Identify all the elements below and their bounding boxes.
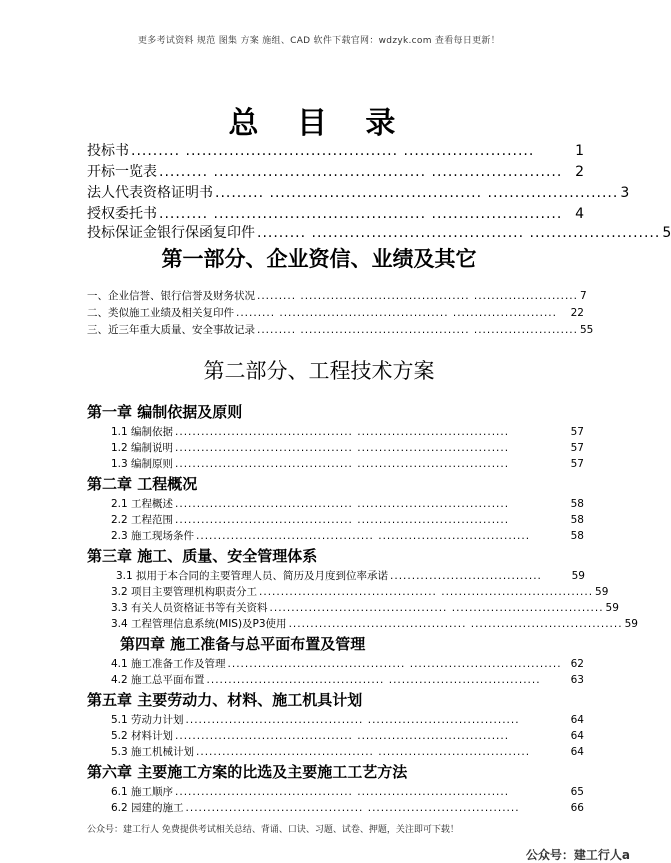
header-banner: 更多考试资料 规范 图集 方案 施组、CAD 软件下载官网：wdzyk.com 查看每日更新！ bbox=[137, 36, 501, 46]
toc-entry-label: 开标一览表 bbox=[87, 164, 157, 180]
toc-entry-label: 2.1 工程概述 bbox=[111, 498, 174, 510]
toc-entry[interactable] bbox=[111, 528, 584, 543]
toc-entry-label: 3.2 项目主要管理机构职责分工 bbox=[111, 586, 258, 598]
toc-entry-label: 一、企业信誉、银行信誉及财务状况 bbox=[87, 290, 255, 302]
toc-entry[interactable] bbox=[111, 656, 584, 671]
part2-title: 第二部分、工程技术方案 bbox=[203, 359, 435, 383]
chapter-title[interactable]: 第一章 编制依据及原则 bbox=[87, 403, 243, 421]
toc-leader: ......... ....................................... ........................ bbox=[257, 324, 578, 336]
toc-entry-page: 58 bbox=[570, 498, 584, 510]
toc-leader: ......................................... ................................... bbox=[175, 730, 510, 742]
toc-entry-label: 6.1 施工顺序 bbox=[111, 786, 174, 798]
toc-entry[interactable] bbox=[111, 744, 584, 759]
toc-entry[interactable] bbox=[87, 305, 584, 320]
toc-entry-page: 59 bbox=[605, 602, 619, 614]
toc-entry-page: 59 bbox=[624, 618, 638, 630]
toc-entry[interactable] bbox=[87, 222, 671, 242]
toc-entry[interactable] bbox=[87, 288, 587, 303]
toc-entry[interactable] bbox=[87, 140, 584, 160]
chapter-title[interactable]: 第三章 施工、质量、安全管理体系 bbox=[87, 547, 318, 565]
toc-leader: ......................................... ................................... bbox=[185, 714, 520, 726]
toc-entry-label: 1.1 编制依据 bbox=[111, 426, 174, 438]
toc-entry[interactable] bbox=[111, 784, 584, 799]
toc-leader: ......... ....................................... ........................ bbox=[215, 185, 619, 201]
toc-entry[interactable] bbox=[111, 440, 584, 455]
toc-entry-label: 2.3 施工现场条件 bbox=[111, 530, 195, 542]
toc-entry-page: 57 bbox=[570, 458, 584, 470]
toc-entry[interactable] bbox=[111, 712, 584, 727]
chapter-title[interactable]: 第二章 工程概况 bbox=[87, 475, 198, 493]
toc-entry[interactable] bbox=[111, 600, 619, 615]
toc-leader: ......................................... ................................... bbox=[259, 586, 594, 598]
toc-entry-label: 6.2 园建的施工 bbox=[111, 802, 184, 814]
toc-entry-page: 4 bbox=[575, 206, 584, 222]
toc-entry[interactable] bbox=[87, 161, 584, 181]
toc-entry-page: 57 bbox=[570, 426, 584, 438]
toc-leader: ......................................... ................................... bbox=[175, 498, 510, 510]
toc-leader: ......... ....................................... ........................ bbox=[159, 206, 563, 222]
toc-entry-label: 3.1 拟用于本合同的主要管理人员、简历及月度到位率承诺 bbox=[116, 570, 389, 582]
toc-entry-page: 64 bbox=[570, 714, 584, 726]
part1-title: 第一部分、企业资信、业绩及其它 bbox=[161, 246, 477, 271]
toc-leader: ......................................... ................................... bbox=[196, 746, 531, 758]
toc-entry[interactable] bbox=[111, 584, 609, 599]
toc-entry-label: 投标保证金银行保函复印件 bbox=[87, 225, 255, 241]
toc-leader: ......... ....................................... ........................ bbox=[257, 290, 578, 302]
page-title: 总 目 录 bbox=[228, 106, 410, 141]
toc-entry-page: 7 bbox=[580, 290, 587, 302]
toc-leader: ......................................... ................................... bbox=[288, 618, 623, 630]
toc-entry-label: 4.2 施工总平面布置 bbox=[111, 674, 205, 686]
toc-entry-page: 5 bbox=[662, 225, 671, 241]
toc-leader: ......................................... ................................... bbox=[185, 802, 520, 814]
toc-leader: ......................................... ................................... bbox=[175, 426, 510, 438]
toc-entry-page: 64 bbox=[570, 746, 584, 758]
toc-entry-page: 57 bbox=[570, 442, 584, 454]
toc-entry-label: 5.1 劳动力计划 bbox=[111, 714, 184, 726]
toc-entry[interactable] bbox=[87, 322, 594, 337]
toc-leader: ......... ....................................... ........................ bbox=[131, 143, 535, 159]
toc-entry-label: 4.1 施工准备工作及管理 bbox=[111, 658, 226, 670]
toc-leader: ......................................... ................................... bbox=[175, 786, 510, 798]
toc-entry[interactable] bbox=[111, 512, 584, 527]
toc-entry-label: 1.3 编制原则 bbox=[111, 458, 174, 470]
toc-leader: ......................................... ................................... bbox=[227, 658, 562, 670]
chapter-title[interactable]: 第五章 主要劳动力、材料、施工机具计划 bbox=[87, 691, 363, 709]
toc-entry-label: 三、近三年重大质量、安全事故记录 bbox=[87, 324, 255, 336]
toc-entry[interactable] bbox=[111, 616, 638, 631]
toc-entry-page: 63 bbox=[570, 674, 584, 686]
toc-entry-page: 66 bbox=[570, 802, 584, 814]
toc-entry[interactable] bbox=[111, 424, 584, 439]
toc-leader: ......................................... ................................... bbox=[206, 674, 541, 686]
toc-entry-label: 二、类似施工业绩及相关复印件 bbox=[87, 307, 234, 319]
toc-entry-page: 55 bbox=[580, 324, 594, 336]
toc-entry-page: 2 bbox=[575, 164, 584, 180]
toc-entry-page: 59 bbox=[571, 570, 585, 582]
toc-entry-label: 法人代表资格证明书 bbox=[87, 185, 213, 201]
toc-entry[interactable] bbox=[116, 568, 585, 583]
toc-leader: ......................................... ................................... bbox=[175, 442, 510, 454]
toc-entry[interactable] bbox=[87, 182, 630, 202]
toc-entry[interactable] bbox=[111, 672, 584, 687]
toc-leader: ......... ....................................... ........................ bbox=[236, 307, 557, 319]
toc-entry-page: 58 bbox=[570, 514, 584, 526]
toc-entry-label: 授权委托书 bbox=[87, 206, 157, 222]
chapter-title[interactable]: 第六章 主要施工方案的比选及主要施工工艺方法 bbox=[87, 763, 408, 781]
chapter-title[interactable]: 第四章 施工准备与总平面布置及管理 bbox=[120, 635, 366, 653]
toc-entry-page: 22 bbox=[570, 307, 584, 319]
toc-leader: ......................................... ................................... bbox=[196, 530, 531, 542]
toc-entry-page: 3 bbox=[620, 185, 630, 201]
watermark: 公众号：建工行人a bbox=[525, 848, 630, 862]
toc-entry-page: 65 bbox=[570, 786, 584, 798]
toc-entry-label: 3.4 工程管理信息系统(MIS)及P3使用 bbox=[111, 618, 287, 630]
toc-entry[interactable] bbox=[111, 456, 584, 471]
toc-leader: ................................... bbox=[390, 570, 542, 582]
toc-entry-label: 3.3 有关人员资格证书等有关资料 bbox=[111, 602, 268, 614]
toc-leader: ......... ....................................... ........................ bbox=[159, 164, 563, 180]
toc-leader: ......................................... ................................... bbox=[175, 514, 510, 526]
toc-entry-label: 投标书 bbox=[87, 143, 129, 159]
toc-entry[interactable] bbox=[87, 203, 584, 223]
toc-entry[interactable] bbox=[111, 728, 584, 743]
toc-entry-label: 5.2 材料计划 bbox=[111, 730, 174, 742]
toc-entry-page: 58 bbox=[570, 530, 584, 542]
toc-leader: ......................................... ................................... bbox=[175, 458, 510, 470]
footer-note: 公众号：建工行人 免费提供考试相关总结、背诵、口诀、习题、试卷、押题，关注即可下载！ bbox=[87, 825, 459, 835]
toc-entry-page: 1 bbox=[575, 143, 584, 159]
toc-entry-page: 59 bbox=[595, 586, 609, 598]
toc-entry-label: 5.3 施工机械计划 bbox=[111, 746, 195, 758]
toc-entry[interactable] bbox=[111, 496, 584, 511]
toc-entry-page: 62 bbox=[570, 658, 584, 670]
toc-entry-page: 64 bbox=[570, 730, 584, 742]
toc-leader: ......................................... ................................... bbox=[269, 602, 604, 614]
toc-entry-label: 2.2 工程范围 bbox=[111, 514, 174, 526]
toc-entry[interactable] bbox=[111, 800, 584, 815]
toc-leader: ......... ....................................... ........................ bbox=[257, 225, 661, 241]
toc-entry-label: 1.2 编制说明 bbox=[111, 442, 174, 454]
